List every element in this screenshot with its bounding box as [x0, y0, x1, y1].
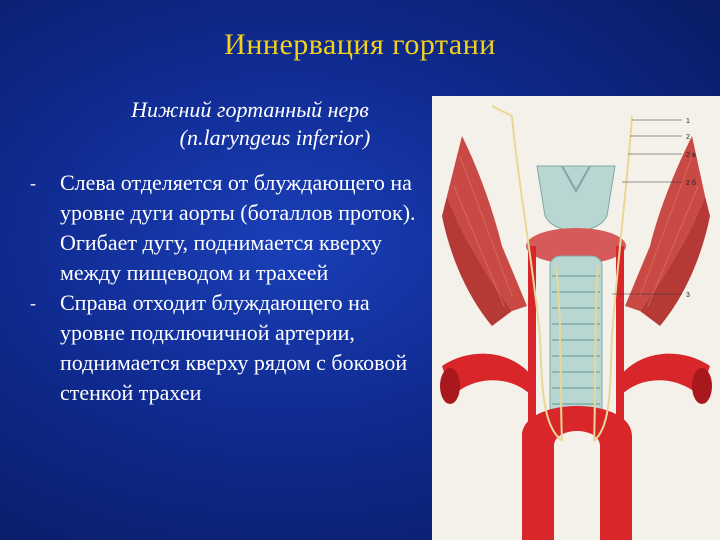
slide-subtitle — [60, 96, 440, 152]
right-subclavian-cut — [440, 368, 460, 404]
callout-label: 3 — [686, 292, 690, 299]
callout-label: 2 б — [686, 180, 696, 187]
bullet-text: Слева отделяется от блуждающего на уровне дуги аорты (боталлов проток). Огибает дугу, поднимается кверху между пищеводом и трахеей — [60, 170, 416, 285]
callout-label: 2 a — [686, 152, 696, 159]
callout-label: 2 — [686, 134, 690, 141]
bullet-list — [30, 168, 430, 408]
bullet-marker: - — [30, 293, 36, 313]
subtitle-line-2: (n.laryngeus inferior) — [179, 125, 371, 150]
larynx-anatomy-illustration — [432, 96, 720, 540]
thyroid-cartilage — [537, 166, 615, 231]
left-subclavian-cut — [692, 368, 712, 404]
bullet-marker: - — [30, 173, 36, 193]
anatomy-drawing — [432, 96, 720, 540]
bullet-item-right-nerve — [30, 288, 430, 408]
bullet-text: Справа отходит блуждающего на уровне подключичной артерии, поднимается кверху рядом с боковой стенкой трахеи — [60, 290, 408, 405]
slide-title: Иннервация гортани — [224, 28, 496, 61]
bullet-item-left-nerve — [30, 168, 430, 288]
subtitle-line-1: Нижний гортанный нерв — [131, 97, 369, 122]
aortic-arch — [522, 406, 632, 540]
callout-label: 1 — [686, 118, 690, 125]
